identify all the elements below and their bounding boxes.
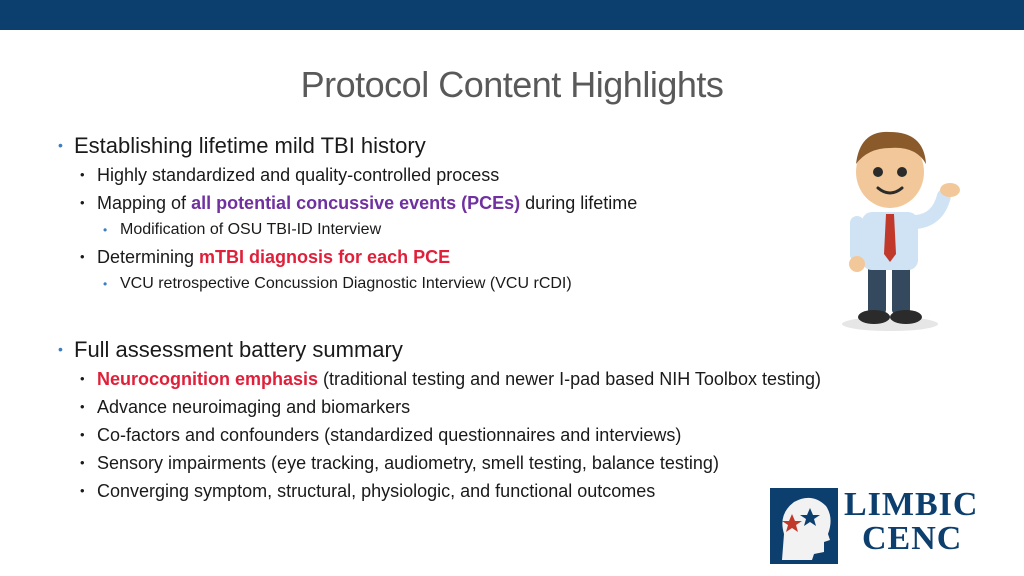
list-item <box>74 243 637 297</box>
sublist <box>97 217 637 243</box>
bullet-icon: • <box>58 137 63 153</box>
item-text: Mapping of <box>97 193 192 213</box>
bullet-icon: • <box>80 427 85 442</box>
bullet-icon: • <box>80 455 85 470</box>
item-text: Advance neuroimaging and biomarkers <box>97 397 411 417</box>
list-item <box>74 161 637 189</box>
list-item <box>74 477 821 505</box>
limbic-cenc-logo <box>770 488 1010 566</box>
list-item <box>74 365 821 393</box>
item-text: during lifetime <box>520 193 638 213</box>
highlight-pces: all potential concussive events (PCEs) <box>191 193 521 213</box>
item-text: (traditional testing and newer I-pad based NIH Toolbox testing) <box>318 369 821 389</box>
bullet-icon: • <box>80 195 85 210</box>
logo-line2: CENC <box>862 520 963 557</box>
item-text: VCU retrospective Concussion Diagnostic Interview (VCU rCDI) <box>120 275 572 292</box>
sublist <box>97 271 637 297</box>
slide-title: Protocol Content Highlights <box>300 64 724 105</box>
highlight-neurocognition: Neurocognition emphasis <box>97 369 319 389</box>
bullet-icon: • <box>80 167 85 182</box>
cartoon-presenter-icon <box>828 124 968 334</box>
list-item <box>74 393 821 421</box>
list-item <box>97 271 637 297</box>
highlight-mtbi: mTBI diagnosis for each PCE <box>199 247 451 267</box>
item-text: Converging symptom, structural, physiologic, and functional outcomes <box>97 481 656 501</box>
bullet-icon: • <box>80 371 85 386</box>
bullet-list-section1 <box>52 132 637 297</box>
bullet-icon: • <box>103 223 108 237</box>
bullet-icon: • <box>80 249 85 264</box>
list-item <box>97 217 637 243</box>
bullet-icon: • <box>80 483 85 498</box>
item-text: Modification of OSU TBI-ID Interview <box>120 221 382 238</box>
list-item <box>74 449 821 477</box>
item-text: Sensory impairments (eye tracking, audiometry, smell testing, balance testing) <box>97 453 719 473</box>
list-item <box>74 189 637 243</box>
sublist <box>74 161 637 297</box>
list-item <box>52 336 821 505</box>
bullet-icon: • <box>80 399 85 414</box>
bullet-icon: • <box>58 341 63 357</box>
top-banner <box>0 0 1024 30</box>
section2-heading: Full assessment battery summary <box>74 337 403 362</box>
bullet-list-section2 <box>52 336 821 505</box>
logo-line1: LIMBIC <box>844 486 979 523</box>
section1-heading: Establishing lifetime mild TBI history <box>74 133 426 158</box>
list-item <box>74 421 821 449</box>
list-item <box>52 132 637 297</box>
logo-text <box>844 488 978 556</box>
item-text: Co-factors and confounders (standardized questionnaires and interviews) <box>97 425 682 445</box>
item-text: Highly standardized and quality-controlled process <box>97 165 500 185</box>
bullet-icon: • <box>103 277 108 291</box>
item-text: Determining <box>97 247 200 267</box>
sublist <box>74 365 821 505</box>
